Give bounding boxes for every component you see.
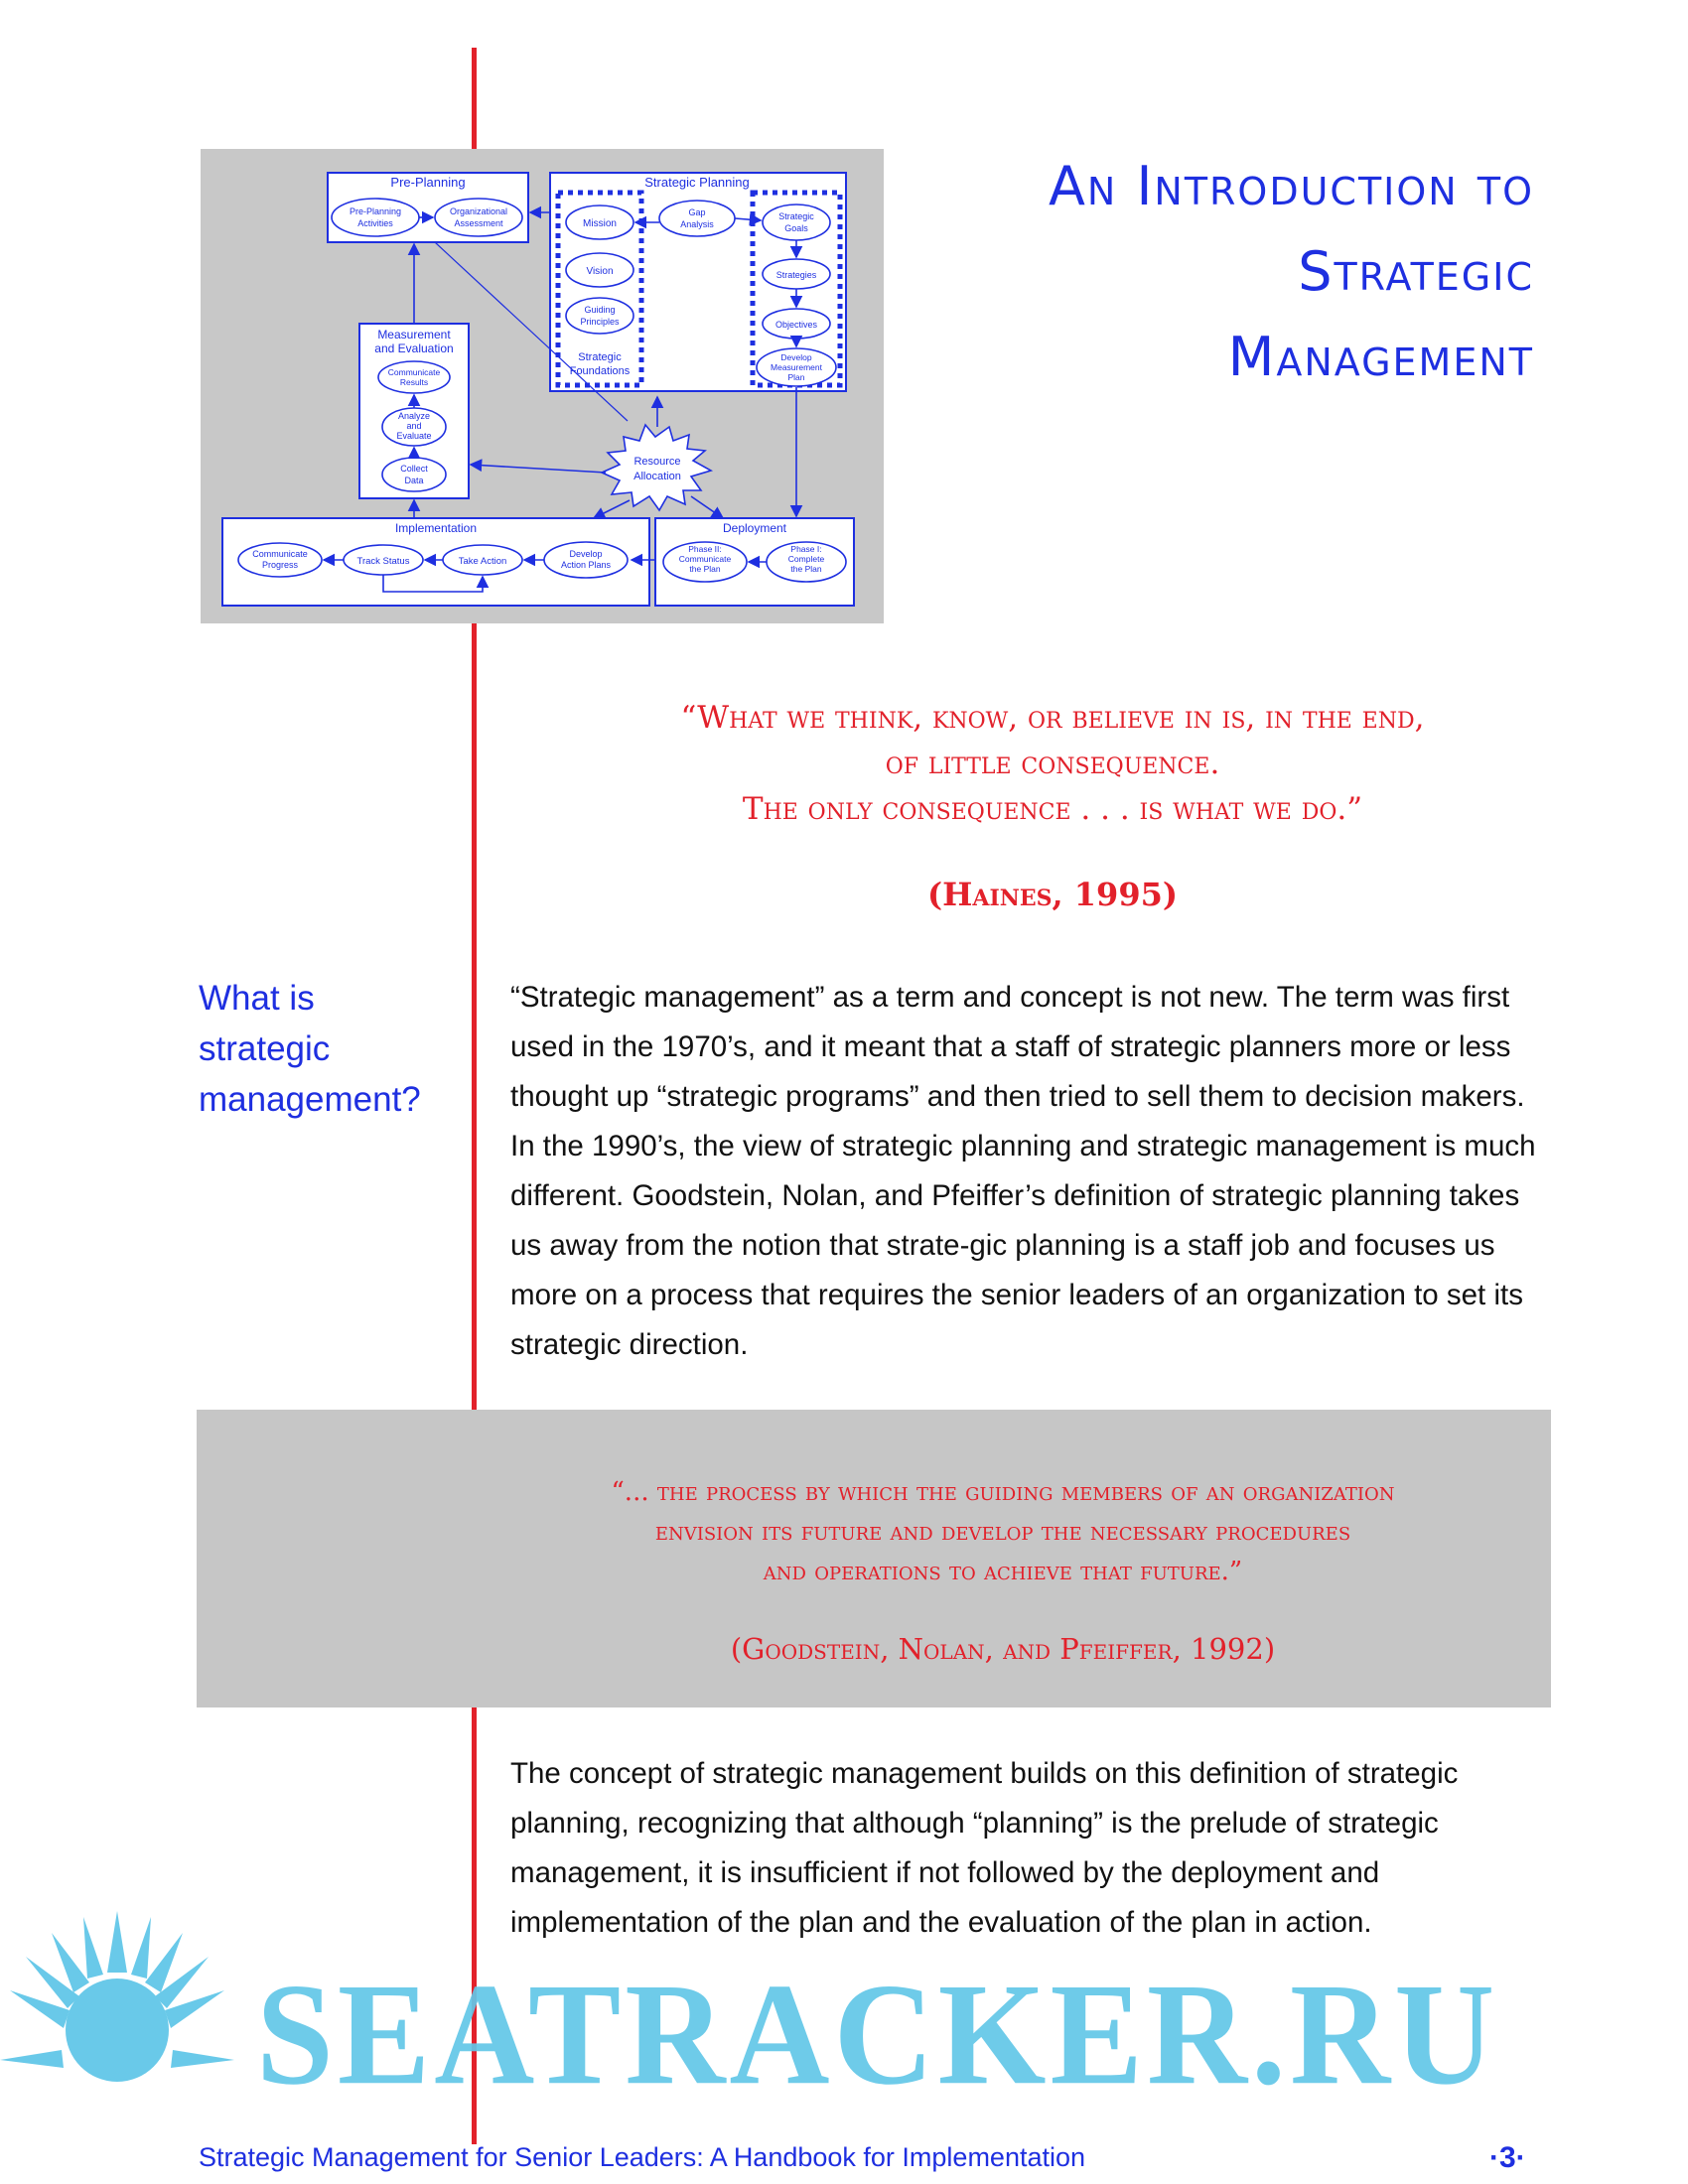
title-line-3: Management bbox=[1227, 326, 1534, 388]
svg-text:Foundations: Foundations bbox=[569, 365, 631, 377]
side-heading-line: management? bbox=[199, 1080, 421, 1119]
svg-text:Guiding: Guiding bbox=[584, 305, 616, 315]
svg-text:Organizational: Organizational bbox=[449, 206, 508, 216]
svg-text:Objectives: Objectives bbox=[774, 320, 818, 330]
svg-text:Data: Data bbox=[404, 476, 424, 485]
svg-text:Collect: Collect bbox=[400, 464, 428, 474]
svg-text:Phase I:: Phase I: bbox=[790, 544, 822, 554]
svg-text:Communicate: Communicate bbox=[387, 367, 441, 377]
pre-planning-label: Pre-Planning bbox=[390, 175, 466, 190]
svg-text:Vision: Vision bbox=[586, 266, 614, 277]
strategic-management-diagram bbox=[201, 149, 884, 623]
svg-text:Communicate: Communicate bbox=[678, 554, 732, 564]
quote-line: and operations to achieve that future.” bbox=[763, 1557, 1243, 1586]
svg-text:the Plan: the Plan bbox=[689, 564, 721, 574]
svg-text:Track Status: Track Status bbox=[356, 556, 410, 567]
svg-text:Plan: Plan bbox=[787, 372, 805, 382]
title-line-1: An Introduction to bbox=[1048, 155, 1534, 217]
svg-text:Results: Results bbox=[399, 377, 429, 387]
page-number: ·3· bbox=[1489, 2141, 1526, 2174]
pre-planning-box bbox=[328, 173, 528, 242]
svg-text:Activities: Activities bbox=[357, 218, 393, 228]
quote-line: The only consequence . . . is what we do.” bbox=[742, 791, 1363, 827]
quote-line: of little consequence. bbox=[885, 746, 1220, 781]
red-rule-middle bbox=[472, 623, 477, 1410]
svg-text:Measurement: Measurement bbox=[771, 362, 822, 372]
intro-paragraph: “Strategic management” as a term and concept is not new. The term was first used in the 1970’s, and it meant that a staff of strategic planners more or less thought up “strategic programs” and then tried to sell them to decision makers. In the 1990’s, the view of strategic planning and strategic management is much different. Goodstein, Nolan, and Pfeiffer’s definition of strategic planning takes us away from the notion that strate-gic planning is a staff job and focuses us more on a process that requires the senior leaders of an organization to set its strategic direction. bbox=[510, 981, 1536, 1361]
svg-text:Measurement: Measurement bbox=[377, 328, 451, 341]
quote-line: “What we think, know, or believe in is, in the end, bbox=[680, 700, 1425, 736]
svg-text:Develop: Develop bbox=[569, 549, 603, 559]
svg-text:and: and bbox=[406, 421, 422, 431]
svg-text:Implementation: Implementation bbox=[394, 521, 478, 535]
svg-text:Communicate: Communicate bbox=[252, 549, 308, 559]
svg-text:Resource: Resource bbox=[633, 456, 681, 468]
svg-text:Analyze: Analyze bbox=[397, 411, 431, 421]
strategic-planning-label: Strategic Planning bbox=[644, 175, 750, 190]
svg-text:Assessment: Assessment bbox=[454, 218, 503, 228]
side-heading-line: strategic bbox=[199, 1029, 331, 1068]
svg-text:Mission: Mission bbox=[583, 218, 617, 229]
goodstein-quote bbox=[516, 1472, 1489, 1669]
quote-line: “... the process by which the guiding members of an organization bbox=[611, 1477, 1395, 1507]
svg-text:Strategies: Strategies bbox=[775, 270, 817, 280]
page-title bbox=[874, 144, 1534, 400]
quote-line: envision its future and develop the necessary procedures bbox=[654, 1517, 1351, 1547]
svg-text:and Evaluation: and Evaluation bbox=[374, 341, 454, 355]
haines-quote bbox=[556, 695, 1549, 917]
svg-text:Gap: Gap bbox=[688, 207, 706, 217]
red-rule-top bbox=[472, 48, 477, 149]
svg-text:Phase II:: Phase II: bbox=[688, 544, 722, 554]
svg-text:Action Plans: Action Plans bbox=[560, 560, 612, 570]
side-heading bbox=[199, 973, 437, 1125]
svg-text:Complete: Complete bbox=[787, 554, 825, 564]
svg-text:Strategic: Strategic bbox=[778, 211, 814, 221]
svg-text:the Plan: the Plan bbox=[790, 564, 822, 574]
title-line-2: Strategic bbox=[1298, 240, 1534, 303]
watermark-text: SEATRACKER.RU bbox=[256, 1954, 1499, 2116]
svg-text:Strategic: Strategic bbox=[578, 351, 622, 363]
svg-text:Evaluate: Evaluate bbox=[396, 431, 432, 441]
svg-text:Analysis: Analysis bbox=[680, 219, 714, 229]
concept-paragraph: The concept of strategic management builds on this definition of strategic planning, recognizing that although “planning” is the prelude of strategic management, it is insufficient if not followed by the deployment and implementation of the plan and the evaluation of the plan in action. bbox=[510, 1757, 1459, 1939]
svg-text:Allocation: Allocation bbox=[633, 471, 681, 482]
footer-title: Strategic Management for Senior Leaders: A Handbook for Implementation bbox=[199, 2142, 1086, 2172]
svg-text:Principles: Principles bbox=[580, 317, 620, 327]
svg-text:Pre-Planning: Pre-Planning bbox=[349, 206, 402, 216]
svg-text:Progress: Progress bbox=[261, 560, 299, 570]
svg-text:Deployment: Deployment bbox=[722, 521, 787, 535]
side-heading-line: What is bbox=[199, 979, 315, 1018]
svg-text:Develop: Develop bbox=[780, 352, 812, 362]
implementation-box bbox=[222, 500, 649, 606]
quote-citation: (Goodstein, Nolan, and Pfeiffer, 1992) bbox=[730, 1632, 1276, 1666]
svg-text:Goals: Goals bbox=[784, 223, 808, 233]
strategic-planning-box bbox=[530, 173, 846, 391]
svg-text:Take Action: Take Action bbox=[458, 556, 507, 567]
measurement-box bbox=[359, 244, 469, 498]
quote-citation: (Haines, 1995) bbox=[927, 876, 1178, 913]
